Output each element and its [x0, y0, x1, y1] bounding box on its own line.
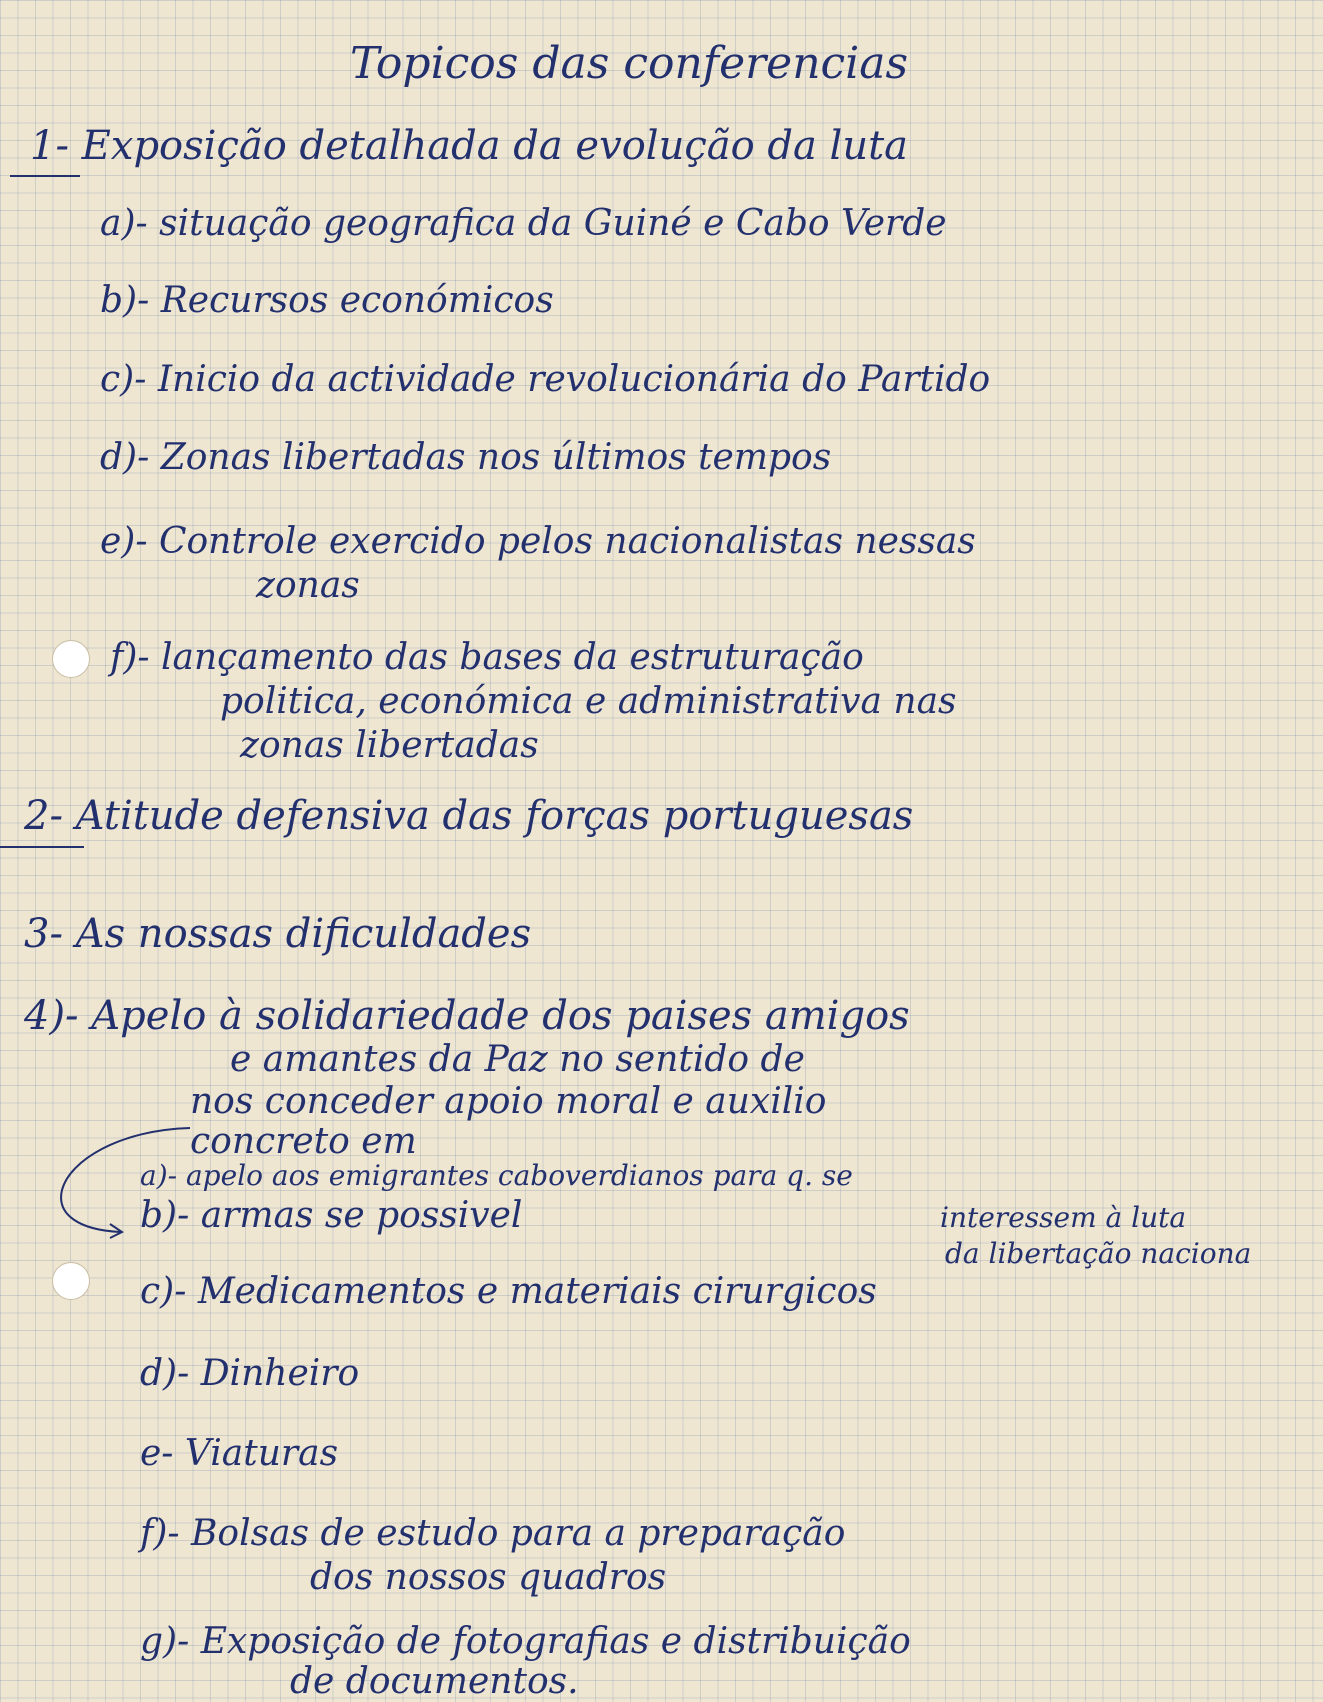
heading-3: 3- As nossas dificuldades: [24, 911, 532, 957]
heading-2-underline: [0, 846, 84, 848]
item-4a-cont2: da libertação naciona: [945, 1237, 1252, 1270]
item-4d: d)- Dinheiro: [140, 1353, 360, 1394]
item-1f: f)- lançamento das bases da estruturação: [110, 637, 864, 678]
heading-4-cont1: e amantes da Paz no sentido de: [230, 1039, 805, 1080]
item-4a-cont1: interessem à luta: [940, 1201, 1187, 1234]
item-1d: d)- Zonas libertadas nos últimos tempos: [100, 437, 832, 478]
item-4g-cont: de documentos.: [290, 1661, 579, 1702]
heading-2: 2- Atitude defensiva das forças portuguesas: [24, 793, 914, 839]
heading-4-cont2: nos conceder apoio moral e auxilio: [190, 1081, 827, 1122]
item-4c: c)- Medicamentos e materiais cirurgicos: [140, 1271, 877, 1312]
item-1e: e)- Controle exercido pelos nacionalistas nessas: [100, 521, 976, 562]
item-1c: c)- Inicio da actividade revolucionária do Partido: [100, 359, 991, 400]
heading-1-underline: [10, 175, 80, 177]
item-1f-cont1: politica, económica e administrativa nas: [220, 681, 957, 722]
item-4f: f)- Bolsas de estudo para a preparação: [140, 1513, 846, 1554]
page-title: Topicos das conferencias: [350, 38, 909, 89]
heading-4: 4)- Apelo à solidariedade dos paises amigos: [24, 993, 910, 1039]
item-4b: b)- armas se possivel: [140, 1195, 523, 1236]
item-4e: e- Viaturas: [140, 1433, 339, 1474]
heading-4-cont3: concreto em: [190, 1121, 417, 1162]
item-4f-cont: dos nossos quadros: [310, 1557, 667, 1598]
item-4g: g)- Exposição de fotografias e distribuição: [140, 1621, 911, 1662]
punch-hole-top: [52, 640, 90, 678]
punch-hole-bottom: [52, 1262, 90, 1300]
item-1a: a)- situação geografica da Guiné e Cabo Verde: [100, 203, 947, 244]
item-1e-cont: zonas: [256, 565, 360, 606]
item-1b: b)- Recursos económicos: [100, 280, 554, 321]
heading-1: 1- Exposição detalhada da evolução da luta: [30, 123, 909, 169]
item-1f-cont2: zonas libertadas: [240, 725, 539, 766]
item-4a: a)- apelo aos emigrantes caboverdianos para q. se: [140, 1159, 853, 1192]
